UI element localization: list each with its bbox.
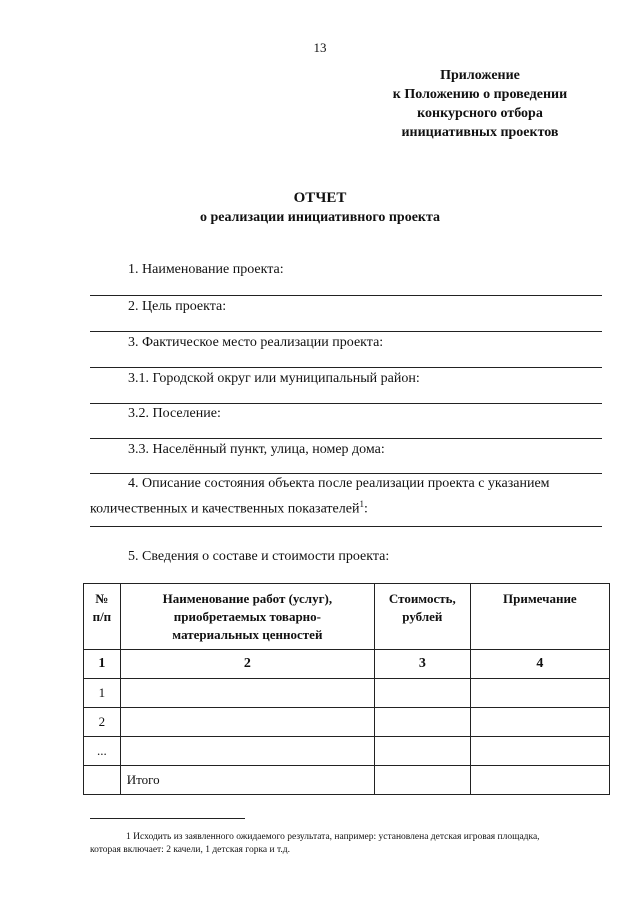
field-label-text: количественных и качественных показателей xyxy=(90,501,360,517)
field-object-description xyxy=(90,474,602,520)
row-num xyxy=(84,766,121,795)
total-note-cell[interactable] xyxy=(470,766,609,795)
fill-line xyxy=(90,295,602,296)
footnote-line: 1 Исходить из заявленного ожидаемого результата, например: установлена детская игровая площадка, xyxy=(126,832,540,842)
row-cost-cell[interactable] xyxy=(375,708,471,737)
fill-line xyxy=(90,526,602,527)
appendix-line: к Положению о проведении xyxy=(392,87,568,102)
table-row xyxy=(84,679,610,708)
fill-line xyxy=(90,367,602,368)
field-settlement xyxy=(90,406,602,422)
row-cost-cell[interactable] xyxy=(375,737,471,766)
report-title: ОТЧЕТ xyxy=(293,190,347,206)
field-district xyxy=(90,371,602,387)
field-label-colon: : xyxy=(363,501,368,517)
table-index-row xyxy=(84,650,610,679)
row-name-cell[interactable] xyxy=(120,737,374,766)
footnote-ref: 1 xyxy=(359,499,364,509)
header-text: рублей xyxy=(402,609,443,624)
header-text: Примечание xyxy=(502,591,577,606)
field-label: 3.2. Поселение: xyxy=(128,406,221,421)
header-text: материальных ценностей xyxy=(172,627,323,642)
table-row xyxy=(84,737,610,766)
appendix-line: инициативных проектов xyxy=(401,125,559,140)
header-text: № xyxy=(95,591,109,606)
fill-line xyxy=(90,403,602,404)
row-num: 2 xyxy=(84,708,121,737)
appendix-header xyxy=(365,66,595,142)
header-name xyxy=(120,584,374,650)
footnote xyxy=(90,831,605,857)
table-total-row xyxy=(84,766,610,795)
field-label: 3.1. Городской округ или муниципальный район: xyxy=(128,371,420,386)
field-project-name xyxy=(90,262,602,278)
footnote-line: которая включает: 2 качели, 1 детская горка и т.д. xyxy=(90,845,290,855)
field-label: 4. Описание состояния объекта после реализации проекта с указанием xyxy=(128,476,550,491)
index-cell: 3 xyxy=(375,650,471,679)
row-cost-cell[interactable] xyxy=(375,679,471,708)
index-cell: 2 xyxy=(120,650,374,679)
field-actual-location xyxy=(90,335,602,351)
header-num xyxy=(84,584,121,650)
fill-line xyxy=(90,438,602,439)
footnote-separator xyxy=(90,818,245,819)
fill-line xyxy=(90,331,602,332)
row-name-cell[interactable] xyxy=(120,708,374,737)
section-5-heading: 5. Сведения о составе и стоимости проекта: xyxy=(128,549,390,564)
field-label: 3.3. Населённый пункт, улица, номер дома: xyxy=(128,442,385,457)
header-text: п/п xyxy=(92,609,112,624)
index-cell: 1 xyxy=(84,650,121,679)
table-row xyxy=(84,708,610,737)
field-label: 3. Фактическое место реализации проекта: xyxy=(128,335,384,350)
row-num: ... xyxy=(84,737,121,766)
row-num: 1 xyxy=(84,679,121,708)
row-note-cell[interactable] xyxy=(470,679,609,708)
report-subtitle: о реализации инициативного проекта xyxy=(199,210,441,225)
page-number: 13 xyxy=(313,40,327,55)
row-note-cell[interactable] xyxy=(470,708,609,737)
header-cost xyxy=(375,584,471,650)
row-name-cell[interactable] xyxy=(120,679,374,708)
header-note xyxy=(470,584,609,650)
index-cell: 4 xyxy=(470,650,609,679)
header-text: Наименование работ (услуг), xyxy=(162,591,333,606)
appendix-line: Приложение xyxy=(440,68,520,83)
field-label-continuation xyxy=(90,494,602,520)
field-address xyxy=(90,442,602,458)
row-note-cell[interactable] xyxy=(470,737,609,766)
field-label: 2. Цель проекта: xyxy=(128,299,227,314)
total-label: Итого xyxy=(120,766,374,795)
field-label: 1. Наименование проекта: xyxy=(128,262,284,277)
total-cost-cell[interactable] xyxy=(375,766,471,795)
field-project-goal xyxy=(90,299,602,315)
header-text: приобретаемых товарно- xyxy=(173,609,321,624)
table-header-row xyxy=(84,584,610,650)
header-text: Стоимость, xyxy=(388,591,456,606)
cost-table xyxy=(83,583,610,795)
appendix-line: конкурсного отбора xyxy=(417,106,543,121)
